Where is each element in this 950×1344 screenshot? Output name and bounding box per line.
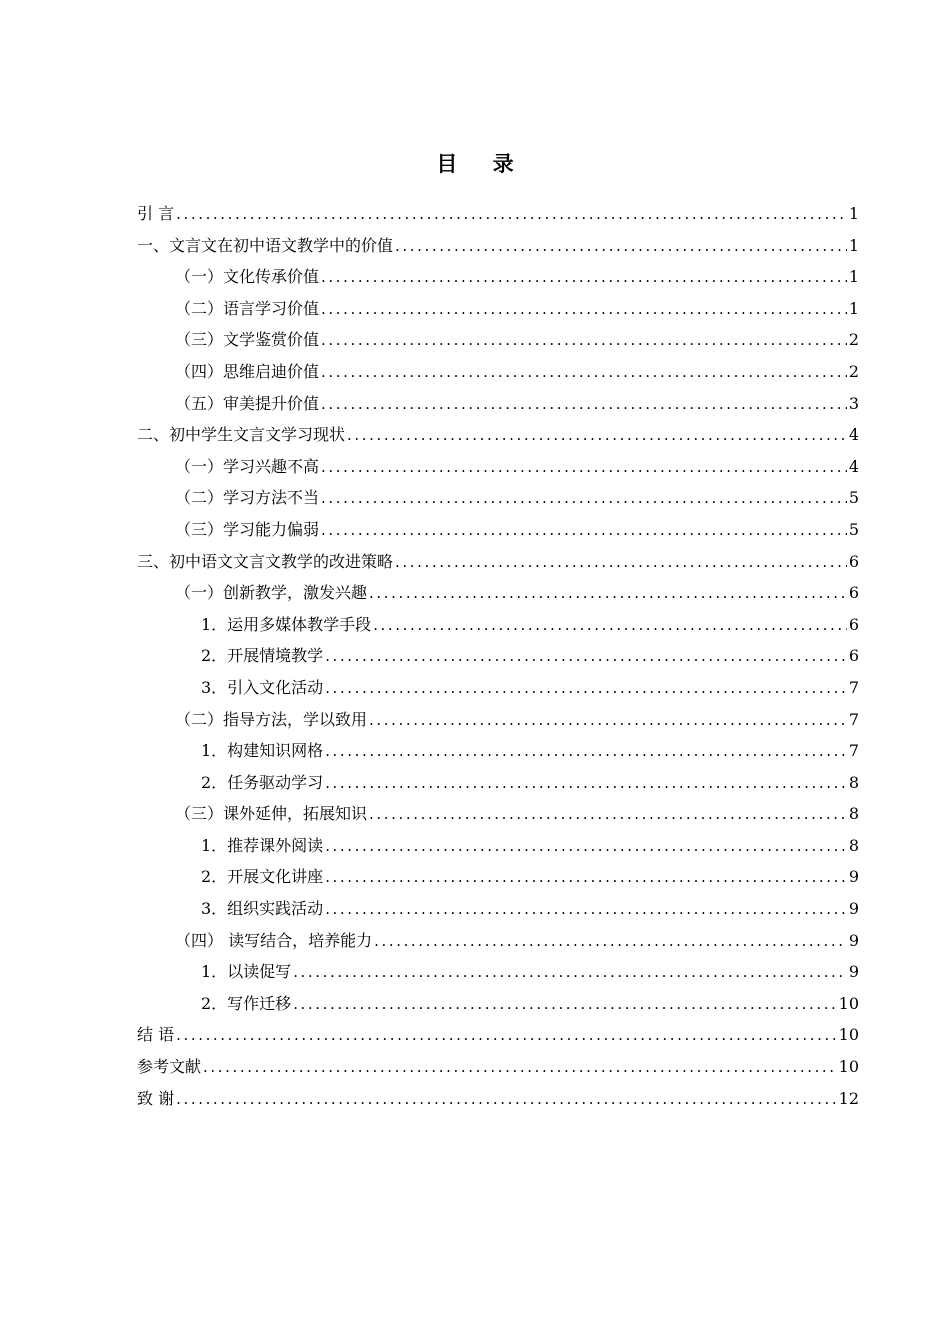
toc-entry-label: 2．开展文化讲座: [201, 867, 324, 887]
dot-leader: [176, 1084, 837, 1116]
toc-entry-page-number: 10: [838, 1057, 859, 1077]
toc-entry-page-number: 8: [848, 772, 859, 792]
toc-entry[interactable]: [137, 1051, 859, 1083]
toc-entry-label: （一）创新教学，激发兴趣: [175, 583, 368, 603]
toc-entry[interactable]: [137, 798, 859, 830]
toc-entry[interactable]: [137, 988, 859, 1020]
toc-entry-page-number: 8: [848, 835, 859, 855]
toc-entry-page-number: 5: [848, 488, 859, 508]
toc-entry-label: （二）语言学习价值: [175, 298, 320, 318]
toc-entry-label: （三）课外延伸，拓展知识: [175, 804, 368, 824]
toc-entry-page-number: 2: [848, 361, 859, 381]
toc-entry-page-number: 7: [848, 741, 859, 761]
dot-leader: [293, 957, 847, 989]
toc-entry-page-number: 10: [838, 993, 859, 1013]
dot-leader: [321, 389, 847, 421]
toc-entry[interactable]: [137, 482, 859, 514]
table-of-contents: [137, 198, 859, 1114]
dot-leader: [325, 641, 847, 673]
toc-entry-page-number: 6: [848, 551, 859, 571]
toc-entry[interactable]: [137, 830, 859, 862]
toc-entry-page-number: 1: [848, 267, 859, 287]
toc-entry-label: 三、初中语文文言文教学的改进策略: [137, 551, 394, 571]
toc-entry[interactable]: [137, 419, 859, 451]
toc-entry-label: 1．构建知识网格: [201, 741, 324, 761]
dot-leader: [325, 831, 847, 863]
toc-entry-label: （四）思维启迪价值: [175, 361, 320, 381]
dot-leader: [321, 483, 847, 515]
toc-entry-label: 2．任务驱动学习: [201, 772, 324, 792]
toc-entry-label: （四） 读写结合，培养能力: [175, 930, 373, 950]
toc-entry-label: 参考文献: [137, 1057, 202, 1077]
toc-entry-label: （三）文学鉴赏价值: [175, 330, 320, 350]
toc-entry-page-number: 6: [848, 646, 859, 666]
toc-entry[interactable]: [137, 893, 859, 925]
dot-leader: [347, 420, 847, 452]
toc-entry-label: （一）文化传承价值: [175, 267, 320, 287]
dot-leader: [373, 610, 847, 642]
dot-leader: [325, 894, 847, 926]
toc-entry[interactable]: [137, 356, 859, 388]
dot-leader: [395, 547, 847, 579]
toc-entry-label: 3．组织实践活动: [201, 899, 324, 919]
toc-entry[interactable]: [137, 324, 859, 356]
dot-leader: [374, 926, 847, 958]
toc-entry-page-number: 9: [848, 899, 859, 919]
toc-entry-page-number: 9: [848, 930, 859, 950]
toc-entry-page-number: 1: [848, 235, 859, 255]
dot-leader: [325, 673, 847, 705]
toc-entry-page-number: 1: [848, 204, 859, 223]
toc-entry-page-number: 8: [848, 804, 859, 824]
toc-entry[interactable]: [137, 956, 859, 988]
toc-entry-label: （五）审美提升价值: [175, 393, 320, 413]
toc-entry[interactable]: [137, 1083, 859, 1115]
toc-entry-page-number: 6: [848, 614, 859, 634]
toc-entry[interactable]: [137, 704, 859, 736]
toc-entry-page-number: 9: [848, 962, 859, 982]
toc-entry-label: 1．推荐课外阅读: [201, 835, 324, 855]
toc-entry-label: （二）学习方法不当: [175, 488, 320, 508]
toc-entry-label: 致 谢: [137, 1088, 175, 1108]
toc-entry-label: （一）学习兴趣不高: [175, 456, 320, 476]
toc-entry[interactable]: [137, 767, 859, 799]
dot-leader: [176, 1020, 837, 1052]
dot-leader: [321, 452, 847, 484]
dot-leader: [321, 262, 847, 294]
toc-entry[interactable]: [137, 230, 859, 262]
toc-entry-page-number: 10: [838, 1025, 859, 1045]
toc-entry[interactable]: [137, 451, 859, 483]
toc-entry-label: 1．运用多媒体教学手段: [201, 614, 372, 634]
toc-entry-page-number: 9: [848, 867, 859, 887]
toc-entry-page-number: 6: [848, 583, 859, 603]
toc-entry-page-number: 3: [848, 393, 859, 413]
toc-entry-label: （三）学习能力偏弱: [175, 519, 320, 539]
toc-entry-label: 结 语: [137, 1025, 175, 1045]
toc-entry[interactable]: [137, 261, 859, 293]
toc-entry-page-number: 7: [848, 677, 859, 697]
toc-entry[interactable]: [137, 925, 859, 957]
dot-leader: [325, 862, 847, 894]
toc-entry-page-number: 12: [838, 1088, 859, 1108]
toc-entry[interactable]: [137, 577, 859, 609]
toc-entry-label: （二）指导方法，学以致用: [175, 709, 368, 729]
toc-entry-page-number: 4: [848, 425, 859, 445]
toc-entry-label: 3．引入文化活动: [201, 677, 324, 697]
toc-entry[interactable]: [137, 388, 859, 420]
toc-entry[interactable]: [137, 198, 859, 230]
toc-entry-page-number: 4: [848, 456, 859, 476]
dot-leader: [321, 357, 847, 389]
toc-entry-page-number: 2: [848, 330, 859, 350]
dot-leader: [369, 578, 847, 610]
dot-leader: [369, 799, 847, 831]
toc-entry[interactable]: [137, 546, 859, 578]
page-title: 目 录: [436, 152, 528, 176]
toc-entry[interactable]: [137, 514, 859, 546]
toc-entry-page-number: 5: [848, 519, 859, 539]
toc-entry-label: 一、文言文在初中语文教学中的价值: [137, 235, 394, 255]
dot-leader: [176, 199, 847, 231]
toc-entry[interactable]: [137, 293, 859, 325]
dot-leader: [321, 325, 847, 357]
toc-entry[interactable]: [137, 735, 859, 767]
dot-leader: [325, 768, 847, 800]
dot-leader: [321, 515, 847, 547]
dot-leader: [369, 705, 847, 737]
toc-entry[interactable]: [137, 609, 859, 641]
dot-leader: [321, 294, 847, 326]
dot-leader: [395, 231, 847, 263]
toc-entry-page-number: 1: [848, 298, 859, 318]
toc-entry-page-number: 7: [848, 709, 859, 729]
toc-entry[interactable]: [137, 1019, 859, 1051]
dot-leader: [293, 989, 836, 1021]
toc-entry-label: 引 言: [137, 204, 175, 223]
toc-entry-label: 1．以读促写: [201, 962, 292, 982]
toc-entry[interactable]: [137, 672, 859, 704]
dot-leader: [325, 736, 847, 768]
dot-leader: [203, 1052, 837, 1084]
toc-entry-label: 2．写作迁移: [201, 993, 292, 1013]
toc-entry[interactable]: [137, 640, 859, 672]
toc-entry-label: 二、初中学生文言文学习现状: [137, 425, 346, 445]
toc-entry[interactable]: [137, 861, 859, 893]
toc-entry-label: 2．开展情境教学: [201, 646, 324, 666]
